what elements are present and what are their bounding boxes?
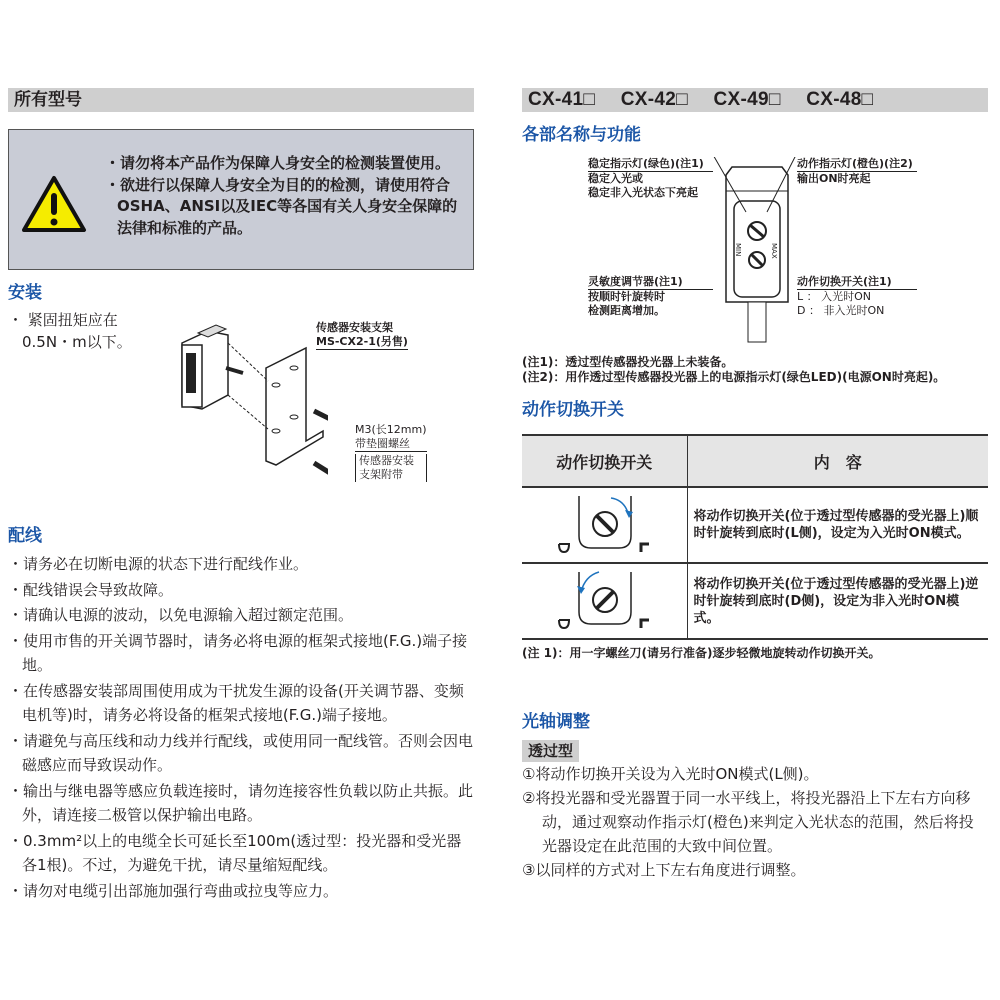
parts-notes xyxy=(522,355,988,385)
install-heading: 安装 xyxy=(8,283,42,303)
counterclockwise-switch-icon xyxy=(549,564,659,634)
wiring-item: ・配线错误会导致故障。 xyxy=(8,580,174,599)
model-label: CX-49□ xyxy=(713,89,781,110)
content-col-header: 内 容 xyxy=(687,435,988,487)
sensitivity-desc: 按顺时针旋转时 xyxy=(588,290,665,303)
svg-text:MIN: MIN xyxy=(734,243,742,257)
stable-led-title: 稳定指示灯(绿色)(注1) xyxy=(588,157,713,172)
install-torque-note xyxy=(8,309,132,353)
switch-heading: 动作切换开关 xyxy=(522,400,624,420)
warning-box xyxy=(8,129,474,270)
wiring-list xyxy=(8,552,474,903)
stable-led-callout xyxy=(588,157,713,200)
switch-row-text: 将动作切换开关(位于透过型传感器的受光器上)逆时针旋转到底时(D侧)，设定为非入光时ON模式。 xyxy=(687,563,988,639)
section-band-all-models: 所有型号 xyxy=(8,88,474,112)
warning-item: ・请勿将本产品作为保障人身安全的检测装置使用。 xyxy=(105,154,451,172)
warning-text xyxy=(105,153,467,239)
torque-line-1: ・ 紧固扭矩应在 xyxy=(8,311,118,329)
bracket-callout xyxy=(316,321,408,350)
switch-table xyxy=(522,434,988,640)
switch-note: (注 1)：用一字螺丝刀(请另行准备)逐步轻微地旋转动作切换开关。 xyxy=(522,646,881,660)
wiring-item: ・输出与继电器等感应负载连接时，请勿连接容性负载以防止共振。此外，请连接二极管以保护输出电路。 xyxy=(8,781,474,824)
screw-callout xyxy=(355,423,427,482)
wiring-item: ・请务必在切断电源的状态下进行配线作业。 xyxy=(8,555,309,573)
wiring-item: ・请勿对电缆引出部施加强行弯曲或拉曳等应力。 xyxy=(8,881,339,900)
mode-switch-title: 动作切换开关(注1) xyxy=(797,275,917,290)
wiring-heading: 配线 xyxy=(8,526,42,546)
wiring-item: ・在传感器安装部周围使用成为干扰发生源的设备(开关调节器、变频电机等)时，请务必将设备的框架式接地(F.G.)端子接地。 xyxy=(8,681,464,724)
mode-switch-callout xyxy=(797,275,917,318)
model-band xyxy=(522,88,988,112)
mode-switch-l: L ： 入光时ON xyxy=(797,290,872,303)
model-label: CX-41□ xyxy=(528,89,596,110)
stable-led-desc: 稳定入光或 xyxy=(588,172,643,185)
sensitivity-desc: 检测距离增加。 xyxy=(588,304,665,317)
sensitivity-title: 灵敏度调节器(注1) xyxy=(588,275,713,290)
screw-type: 带垫圈螺丝 xyxy=(355,437,427,452)
sensor-bracket-illustration xyxy=(168,313,328,493)
axis-steps xyxy=(522,762,988,882)
parts-heading: 各部名称与功能 xyxy=(522,125,641,145)
sensor-top-view-illustration xyxy=(712,157,802,347)
axis-step: ①将动作切换开关设为入光时ON模式(L侧)。 xyxy=(522,765,819,783)
op-led-title: 动作指示灯(橙色)(注2) xyxy=(797,157,917,172)
op-led-desc: 输出ON时亮起 xyxy=(797,172,871,185)
install-section xyxy=(8,303,474,503)
axis-step: ②将投光器和受光器置于同一水平线上，将投光器沿上下左右方向移动，通过观察动作指示灯(橙色)来判定入光状态的范围，然后将投光器设定在此范围的大致中间位置。 xyxy=(522,789,974,855)
wiring-item: ・请避免与高压线和动力线并行配线，或使用同一配线管。否则会因电磁感应而导致误动作。 xyxy=(8,731,474,774)
bracket-model: MS-CX2-1(另售) xyxy=(316,335,408,348)
screw-size: M3(长12mm) xyxy=(355,423,427,436)
warning-triangle-icon xyxy=(21,175,87,233)
sensitivity-callout xyxy=(588,275,713,318)
screw-note-1: 传感器安装 xyxy=(359,454,414,467)
svg-text:MAX: MAX xyxy=(770,243,778,259)
mode-switch-d: D ： 非入光时ON xyxy=(797,304,885,317)
wiring-item: ・请确认电源的波动，以免电源输入超过额定范围。 xyxy=(8,606,354,624)
note-2: (注2)：用作透过型传感器投光器上的电源指示灯(绿色LED)(电源ON时亮起)。 xyxy=(522,370,946,384)
stable-led-desc: 稳定非入光状态下亮起 xyxy=(588,186,698,199)
wiring-item: ・使用市售的开关调节器时，请务必将电源的框架式接地(F.G.)端子接地。 xyxy=(8,631,468,674)
bracket-label: 传感器安装支架 xyxy=(316,321,393,334)
axis-heading: 光轴调整 xyxy=(522,712,590,732)
right-column xyxy=(522,88,988,882)
parts-diagram xyxy=(522,145,988,355)
table-row xyxy=(522,563,988,639)
switch-col-header: 动作切换开关 xyxy=(522,435,687,487)
table-row xyxy=(522,487,988,563)
clockwise-switch-icon xyxy=(549,488,659,558)
model-label: CX-48□ xyxy=(806,89,874,110)
transmissive-tag: 透过型 xyxy=(522,740,579,762)
model-label: CX-42□ xyxy=(620,89,688,110)
switch-row-text: 将动作切换开关(位于透过型传感器的受光器上)顺时针旋转到底时(L侧)，设定为入光时ON模式。 xyxy=(687,487,988,563)
op-led-callout xyxy=(797,157,917,186)
torque-line-2: 0.5N・m以下。 xyxy=(22,333,132,351)
axis-step: ③以同样的方式对上下左右角度进行调整。 xyxy=(522,861,806,879)
screw-note-2: 支架附带 xyxy=(359,468,403,481)
wiring-item: ・0.3mm²以上的电缆全长可延长至100m(透过型：投光器和受光器各1根)。不过，为避免干扰，请尽量缩短配线。 xyxy=(8,831,462,874)
note-1: (注1)：透过型传感器投光器上未装备。 xyxy=(522,355,734,369)
left-column xyxy=(8,88,474,904)
warning-item: ・欲进行以保障人身安全为目的的检测，请使用符合OSHA、ANSI以及IEC等各国有关人身安全保障的法律和标准的产品。 xyxy=(105,175,458,237)
